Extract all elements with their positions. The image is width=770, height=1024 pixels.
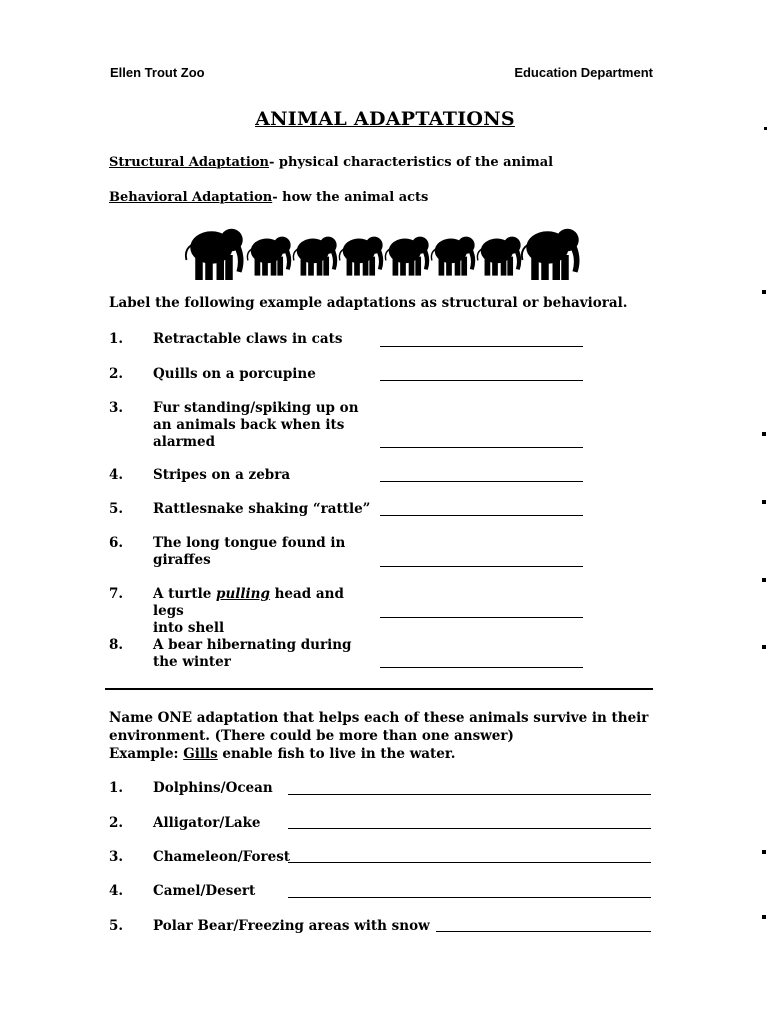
- definition-text: - how the animal acts: [272, 190, 429, 205]
- elephant-icon: [522, 229, 580, 280]
- item-number: 7.: [109, 586, 124, 602]
- answer-blank[interactable]: [380, 481, 583, 482]
- elephant-icon: [477, 237, 521, 276]
- scan-mark: [764, 127, 767, 130]
- item-number: 2.: [109, 366, 124, 382]
- item-number: 8.: [109, 637, 124, 653]
- answer-blank[interactable]: [288, 794, 651, 795]
- scan-mark: [762, 500, 766, 504]
- question-text: Alligator/Lake: [153, 815, 261, 831]
- section2-instruction: Name ONE adaptation that helps each of these animals survive in their environment. (There could be more than one answer) Example: Gills enable fish to live in the water.: [109, 710, 649, 762]
- item-number: 3.: [109, 400, 124, 416]
- answer-blank[interactable]: [288, 862, 651, 863]
- question-text: Fur standing/spiking up on an animals back when its alarmed: [153, 400, 359, 450]
- question-text: Chameleon/Forest: [153, 849, 291, 865]
- item-number: 2.: [109, 815, 124, 831]
- definition-text: - physical characteristics of the animal: [269, 155, 554, 170]
- header-left: Ellen Trout Zoo: [110, 65, 205, 80]
- question-text: The long tongue found in giraffes: [153, 535, 346, 568]
- elephant-icon: [339, 237, 383, 276]
- question-text: Dolphins/Ocean: [153, 780, 273, 796]
- definition-term: Structural Adaptation: [109, 155, 269, 170]
- scan-mark: [762, 290, 766, 294]
- page-title: ANIMAL ADAPTATIONS: [255, 108, 515, 130]
- answer-blank[interactable]: [436, 931, 651, 932]
- elephant-icon: [385, 237, 429, 276]
- answer-blank[interactable]: [288, 897, 651, 898]
- item-number: 4.: [109, 467, 124, 483]
- answer-blank[interactable]: [288, 828, 651, 829]
- elephant-icon: [186, 229, 244, 280]
- definition-structural: [109, 155, 553, 170]
- scan-mark: [762, 915, 766, 919]
- answer-blank[interactable]: [380, 515, 583, 516]
- elephant-icon: [247, 237, 291, 276]
- item-number: 6.: [109, 535, 124, 551]
- section-divider: [105, 688, 653, 690]
- elephant-icon: [431, 237, 475, 276]
- item-number: 3.: [109, 849, 124, 865]
- question-text: Rattlesnake shaking “rattle”: [153, 501, 371, 517]
- answer-blank[interactable]: [380, 346, 583, 347]
- answer-blank[interactable]: [380, 447, 583, 448]
- elephant-icon: [293, 237, 337, 276]
- scan-mark: [762, 578, 766, 582]
- header-right: Education Department: [514, 65, 653, 80]
- scan-mark: [762, 850, 766, 854]
- answer-blank[interactable]: [380, 617, 583, 618]
- answer-blank[interactable]: [380, 667, 583, 668]
- answer-blank[interactable]: [380, 566, 583, 567]
- question-text: Polar Bear/Freezing areas with snow: [153, 918, 430, 934]
- scan-mark: [762, 432, 766, 436]
- question-text: Quills on a porcupine: [153, 366, 316, 382]
- elephant-parade-icon: [180, 220, 590, 280]
- question-text: Camel/Desert: [153, 883, 256, 899]
- scan-mark: [762, 645, 766, 649]
- question-text: Stripes on a zebra: [153, 467, 291, 483]
- item-number: 5.: [109, 918, 124, 934]
- item-number: 4.: [109, 883, 124, 899]
- item-number: 1.: [109, 780, 124, 796]
- question-text: A turtle pulling head and legs into shell: [153, 586, 344, 636]
- definition-term: Behavioral Adaptation: [109, 190, 273, 205]
- question-text: Retractable claws in cats: [153, 331, 343, 347]
- item-number: 5.: [109, 501, 124, 517]
- section1-instruction: Label the following example adaptations as structural or behavioral.: [109, 295, 628, 311]
- question-text: A bear hibernating during the winter: [153, 637, 352, 670]
- definition-behavioral: [109, 190, 428, 205]
- answer-blank[interactable]: [380, 380, 583, 381]
- item-number: 1.: [109, 331, 124, 347]
